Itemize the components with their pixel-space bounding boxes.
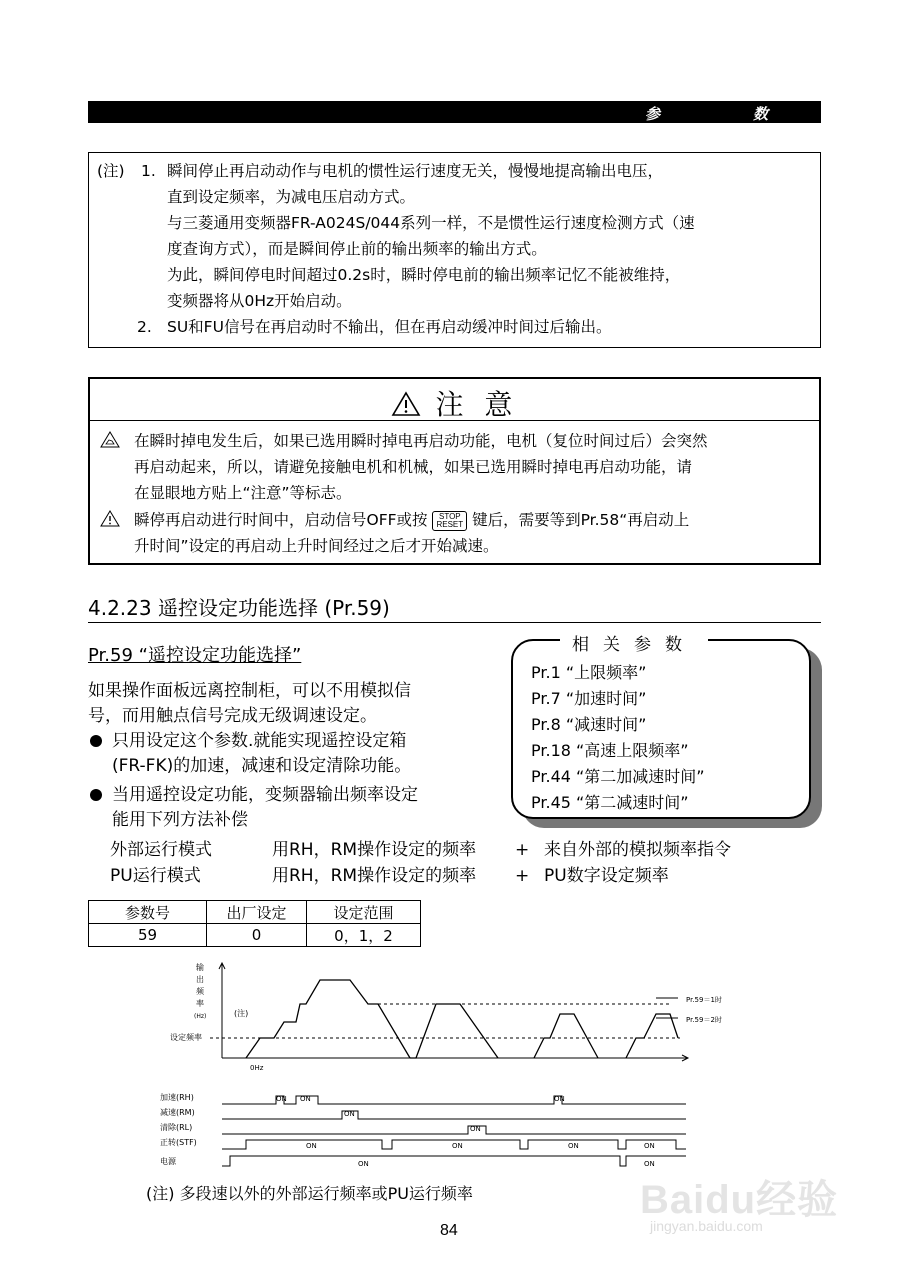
hand-caution-icon	[100, 431, 120, 448]
caution-item1-line3: 在显眼地方贴上“注意”等标志。	[134, 484, 352, 502]
freq-curve-2	[410, 1004, 498, 1058]
note-item-2: SU和FU信号在再启动时不输出，但在再启动缓冲时间过后输出。	[167, 318, 612, 336]
on-label: ON	[452, 1142, 463, 1150]
note-number-1: 1.	[141, 162, 156, 180]
note-line-4: 度查询方式），而是瞬间停止前的输出频率的输出方式。	[167, 240, 547, 258]
set-freq-label: 设定频率	[170, 1033, 202, 1042]
signal-label: 减速(RM)	[160, 1108, 195, 1117]
section-title: 4.2.23 遥控设定功能选择 (Pr.59)	[88, 596, 390, 620]
legend-label-1: Pr.59＝1时	[686, 996, 722, 1004]
caution-box	[88, 377, 821, 565]
caution-title-text: 注 意	[435, 388, 519, 421]
y-label-char: 率	[196, 999, 204, 1008]
on-label: ON	[568, 1142, 579, 1150]
signal-wave-rm	[222, 1111, 686, 1119]
chart-footnote: (注) 多段速以外的外部运行频率或PU运行频率	[146, 1184, 473, 1203]
mode-1-b: 来自外部的模拟频率指令	[544, 840, 731, 860]
mode-1-a: 用RH，RM操作设定的频率	[272, 840, 477, 860]
note-number-2: 2.	[137, 318, 152, 336]
table-header-cell: 设定范围	[307, 901, 421, 924]
signal-label: 清除(RL)	[160, 1123, 193, 1132]
caution-divider	[90, 420, 819, 421]
mode-2-a: 用RH，RM操作设定的频率	[272, 866, 477, 886]
y-label-char: 频	[196, 987, 204, 996]
note-line-5: 为此，瞬间停电时间超过0.2s时，瞬时停电前的输出频率记忆不能被维持，	[167, 266, 681, 284]
table-cell: 0	[207, 924, 307, 947]
stop-key-label: STOP	[439, 511, 461, 521]
table-cell: 0，1，2	[307, 924, 421, 947]
freq-curve-3	[534, 1014, 598, 1058]
on-label: ON	[470, 1125, 481, 1133]
table-cell: 59	[89, 924, 207, 947]
on-label: ON	[644, 1160, 655, 1168]
on-label: ON	[306, 1142, 317, 1150]
header-left-char: 参	[645, 105, 661, 123]
caution-item1-line2: 再启动起来，所以，请避免接触电机和机械，如果已选用瞬时掉电再启动功能，请	[134, 458, 693, 476]
signal-wave-power	[222, 1156, 686, 1166]
signal-wave-rl	[222, 1126, 686, 1134]
on-label: ON	[644, 1142, 655, 1150]
desc-line-2: 号，而用触点信号完成无级调速设定。	[88, 706, 377, 726]
caution-item1-line1: 在瞬时掉电发生后，如果已选用瞬时掉电再启动功能，电机（复位时间过后）会突然	[134, 432, 708, 450]
note-prefix: (注)	[97, 162, 125, 180]
note-line-2: 直到设定频率，为减电压启动方式。	[167, 188, 416, 206]
header-right-char: 数	[753, 105, 769, 123]
mode-1-plus: +	[515, 840, 530, 860]
section-rule	[88, 622, 821, 623]
warning-icon	[391, 391, 421, 417]
note-label: (注)	[234, 1009, 249, 1018]
bullet-dot-1	[90, 735, 102, 747]
caution-item2-line2: 升时间”设定的再启动上升时间经过之后才开始减速。	[134, 537, 499, 555]
legend-label-2: Pr.59＝2时	[686, 1016, 722, 1024]
param-table	[88, 900, 421, 947]
y-label-unit: (Hz)	[194, 1013, 207, 1020]
y-label-char: 出	[196, 975, 204, 984]
related-item-1: Pr.1 “上限频率”	[531, 663, 647, 682]
caution-item2-line1	[134, 510, 689, 531]
related-params-title: 相关参数	[560, 630, 708, 655]
related-params-box	[511, 639, 811, 819]
bullet-2-line-1: 当用遥控设定功能，变频器输出频率设定	[112, 785, 418, 805]
y-label-char: 输	[196, 963, 204, 972]
mode-1-name: 外部运行模式	[110, 840, 212, 860]
table-row	[89, 924, 421, 947]
signal-label: 加速(RH)	[160, 1093, 194, 1102]
note-line-1: 瞬间停止再启动动作与电机的惯性运行速度无关，慢慢地提高输出电压，	[167, 162, 664, 180]
stop-reset-key	[432, 511, 467, 531]
related-item-6: Pr.45 “第二减速时间”	[531, 793, 689, 812]
signal-label: 电源	[160, 1157, 176, 1166]
bullet-2-line-2: 能用下列方法补偿	[112, 810, 248, 830]
related-item-2: Pr.7 “加速时间”	[531, 689, 647, 708]
on-label: ON	[554, 1095, 565, 1103]
header-bar	[88, 101, 821, 123]
on-label: ON	[300, 1095, 311, 1103]
table-header-row	[89, 901, 421, 924]
bullet-dot-2	[90, 789, 102, 801]
timing-chart	[150, 958, 750, 1178]
caution-item2-before: 瞬停再启动进行时间中，启动信号OFF或按	[134, 511, 428, 529]
related-item-4: Pr.18 “高速上限频率”	[531, 741, 689, 760]
bullet-1-line-1: 只用设定这个参数.就能实现遥控设定箱	[112, 731, 407, 751]
page-number: 84	[440, 1222, 458, 1239]
reset-key-label: RESET	[436, 519, 464, 529]
caution-title	[90, 383, 819, 423]
warning-small-icon	[100, 510, 120, 527]
mode-2-name: PU运行模式	[110, 866, 201, 886]
freq-curve-4	[626, 1014, 678, 1058]
on-label: ON	[358, 1160, 369, 1168]
zero-hz-label: 0Hz	[250, 1064, 264, 1072]
related-item-5: Pr.44 “第二加减速时间”	[531, 767, 705, 786]
on-label: ON	[344, 1110, 355, 1118]
watermark-logo: Baidu经验	[640, 1178, 839, 1222]
mode-2-b: PU数字设定频率	[544, 866, 669, 886]
mode-2-plus: +	[515, 866, 530, 886]
freq-curve-1	[246, 980, 410, 1058]
related-item-3: Pr.8 “减速时间”	[531, 715, 647, 734]
note-line-6: 变频器将从0Hz开始启动。	[167, 292, 352, 310]
table-header-cell: 出厂设定	[207, 901, 307, 924]
signal-label: 正转(STF)	[160, 1138, 197, 1147]
signal-wave-rh	[222, 1096, 686, 1104]
pr59-title: Pr.59 “遥控设定功能选择”	[88, 645, 302, 666]
bullet-1-line-2: (FR-FK)的加速，减速和设定清除功能。	[112, 756, 412, 776]
desc-line-1: 如果操作面板远离控制柜，可以不用模拟信	[88, 681, 411, 701]
watermark-url: jingyan.baidu.com	[650, 1218, 763, 1234]
table-header-cell: 参数号	[89, 901, 207, 924]
caution-item2-after: 键后，需要等到Pr.58“再启动上	[472, 511, 690, 529]
note-line-3: 与三菱通用变频器FR-A024S/044系列一样，不是惯性运行速度检测方式（速	[167, 214, 695, 232]
on-label: ON	[276, 1095, 287, 1103]
note-box	[88, 152, 821, 348]
